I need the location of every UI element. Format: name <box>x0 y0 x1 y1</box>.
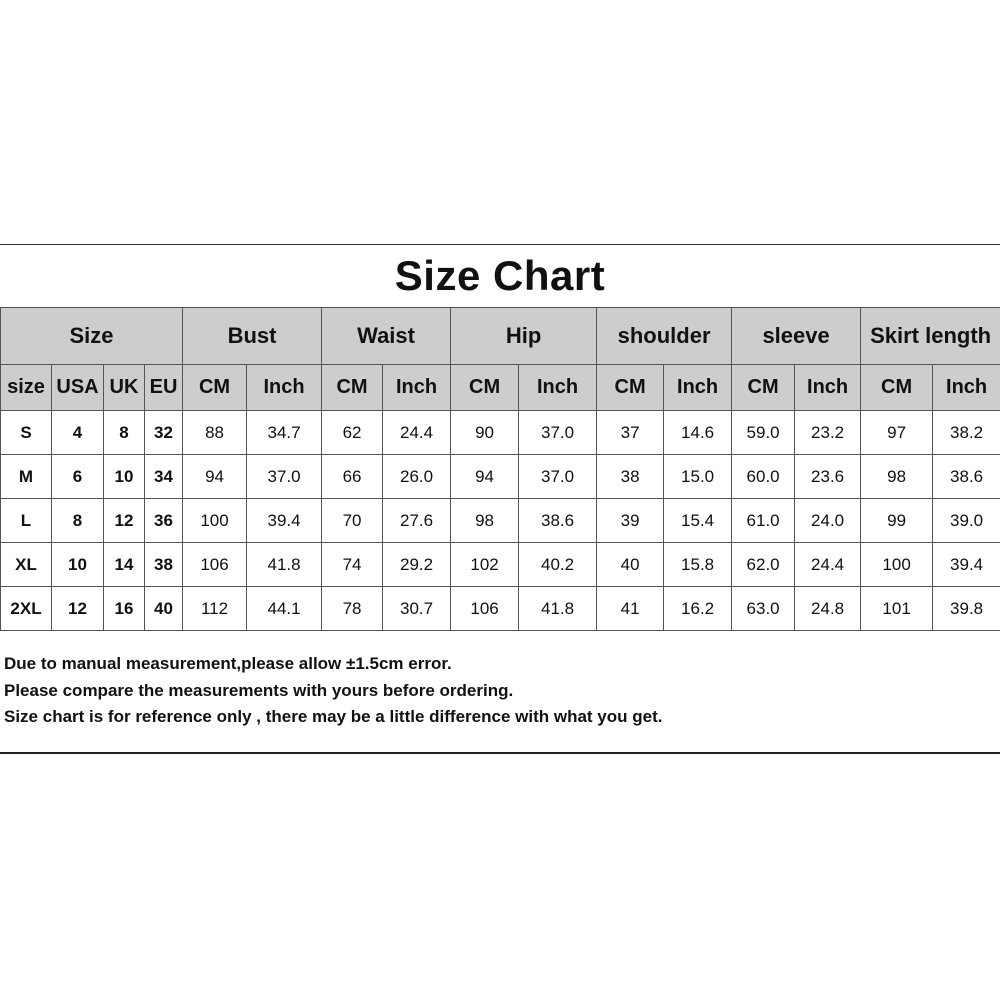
table-cell: 15.0 <box>664 455 732 499</box>
table-cell: 30.7 <box>383 587 451 631</box>
table-cell: 38 <box>597 455 664 499</box>
table-cell: 14.6 <box>664 411 732 455</box>
subheader-skirt-cm: CM <box>861 365 933 411</box>
subheader-sleeve-cm: CM <box>732 365 795 411</box>
table-cell: 66 <box>322 455 383 499</box>
size-chart-table <box>0 307 1000 631</box>
table-row <box>1 587 1000 631</box>
table-cell: 37.0 <box>247 455 322 499</box>
table-cell: 94 <box>451 455 519 499</box>
subheader-waist-inch: Inch <box>383 365 451 411</box>
table-cell: 62.0 <box>732 543 795 587</box>
table-body <box>1 411 1000 631</box>
table-cell: 38.6 <box>933 455 1000 499</box>
table-cell: 16 <box>104 587 145 631</box>
table-cell: 24.4 <box>795 543 861 587</box>
table-cell: 37.0 <box>519 455 597 499</box>
subheader-shoulder-inch: Inch <box>664 365 732 411</box>
note-line: Please compare the measurements with yours before ordering. <box>4 680 514 700</box>
table-cell: 70 <box>322 499 383 543</box>
subheader-shoulder-cm: CM <box>597 365 664 411</box>
table-cell: 60.0 <box>732 455 795 499</box>
table-cell: 32 <box>145 411 183 455</box>
table-cell: 102 <box>451 543 519 587</box>
table-cell: S <box>1 411 52 455</box>
table-cell: 23.6 <box>795 455 861 499</box>
table-cell: 38 <box>145 543 183 587</box>
table-cell: 94 <box>183 455 247 499</box>
table-cell: 37.0 <box>519 411 597 455</box>
subheader-waist-cm: CM <box>322 365 383 411</box>
header-skirt-length: Skirt length <box>861 308 1000 365</box>
table-cell: 39 <box>597 499 664 543</box>
table-cell: 6 <box>52 455 104 499</box>
table-cell: 8 <box>52 499 104 543</box>
table-cell: 40.2 <box>519 543 597 587</box>
table-cell: 4 <box>52 411 104 455</box>
table-cell: 40 <box>597 543 664 587</box>
table-cell: 100 <box>861 543 933 587</box>
table-cell: 98 <box>861 455 933 499</box>
table-cell: 10 <box>52 543 104 587</box>
table-cell: 88 <box>183 411 247 455</box>
table-cell: 63.0 <box>732 587 795 631</box>
subheader-size: size <box>1 365 52 411</box>
header-waist: Waist <box>322 308 451 365</box>
top-divider <box>0 244 1000 245</box>
table-cell: 24.8 <box>795 587 861 631</box>
table-cell: 41 <box>597 587 664 631</box>
header-hip: Hip <box>451 308 597 365</box>
subheader-hip-inch: Inch <box>519 365 597 411</box>
table-cell: 39.4 <box>933 543 1000 587</box>
bottom-divider <box>0 752 1000 754</box>
header-size: Size <box>1 308 183 365</box>
table-row <box>1 455 1000 499</box>
subheader-usa: USA <box>52 365 104 411</box>
subheader-bust-cm: CM <box>183 365 247 411</box>
table-cell: 12 <box>104 499 145 543</box>
table-cell: 23.2 <box>795 411 861 455</box>
table-cell: 59.0 <box>732 411 795 455</box>
header-bust: Bust <box>183 308 322 365</box>
table-row <box>1 499 1000 543</box>
table-cell: 112 <box>183 587 247 631</box>
table-row <box>1 411 1000 455</box>
table-cell: 100 <box>183 499 247 543</box>
table-cell: 2XL <box>1 587 52 631</box>
table-cell: 98 <box>451 499 519 543</box>
table-cell: 24.0 <box>795 499 861 543</box>
table-cell: 44.1 <box>247 587 322 631</box>
table-cell: 39.8 <box>933 587 1000 631</box>
table-cell: 38.6 <box>519 499 597 543</box>
table-cell: 61.0 <box>732 499 795 543</box>
subheader-hip-cm: CM <box>451 365 519 411</box>
group-header-row <box>1 308 1000 365</box>
table-cell: 41.8 <box>519 587 597 631</box>
table-cell: 99 <box>861 499 933 543</box>
table-cell: 78 <box>322 587 383 631</box>
table-cell: 24.4 <box>383 411 451 455</box>
table-cell: 34 <box>145 455 183 499</box>
table-cell: 38.2 <box>933 411 1000 455</box>
table-cell: 41.8 <box>247 543 322 587</box>
table-cell: 12 <box>52 587 104 631</box>
table-cell: 101 <box>861 587 933 631</box>
chart-title: Size Chart <box>394 252 606 299</box>
table-cell: 106 <box>183 543 247 587</box>
table-cell: 15.4 <box>664 499 732 543</box>
header-sleeve: sleeve <box>732 308 861 365</box>
sub-header-row <box>1 365 1000 411</box>
table-cell: 106 <box>451 587 519 631</box>
table-cell: 15.8 <box>664 543 732 587</box>
table-cell: 29.2 <box>383 543 451 587</box>
table-cell: L <box>1 499 52 543</box>
table-cell: 14 <box>104 543 145 587</box>
table-cell: 37 <box>597 411 664 455</box>
table-cell: 36 <box>145 499 183 543</box>
subheader-skirt-inch: Inch <box>933 365 1000 411</box>
note-line: Due to manual measurement,please allow ±1.5cm error. <box>4 654 452 673</box>
table-cell: M <box>1 455 52 499</box>
table-cell: 10 <box>104 455 145 499</box>
table-cell: 26.0 <box>383 455 451 499</box>
note-line: Size chart is for reference only , there may be a little difference with what you get. <box>4 707 663 726</box>
table-cell: 16.2 <box>664 587 732 631</box>
table-cell: XL <box>1 543 52 587</box>
table-cell: 8 <box>104 411 145 455</box>
table-cell: 39.4 <box>247 499 322 543</box>
table-cell: 62 <box>322 411 383 455</box>
table-row <box>1 543 1000 587</box>
table-cell: 39.0 <box>933 499 1000 543</box>
table-cell: 90 <box>451 411 519 455</box>
subheader-sleeve-inch: Inch <box>795 365 861 411</box>
header-shoulder: shoulder <box>597 308 732 365</box>
table-cell: 74 <box>322 543 383 587</box>
table-cell: 97 <box>861 411 933 455</box>
subheader-bust-inch: Inch <box>247 365 322 411</box>
subheader-eu: EU <box>145 365 183 411</box>
subheader-uk: UK <box>104 365 145 411</box>
table-cell: 40 <box>145 587 183 631</box>
table-cell: 27.6 <box>383 499 451 543</box>
notes-block <box>4 651 994 731</box>
table-cell: 34.7 <box>247 411 322 455</box>
